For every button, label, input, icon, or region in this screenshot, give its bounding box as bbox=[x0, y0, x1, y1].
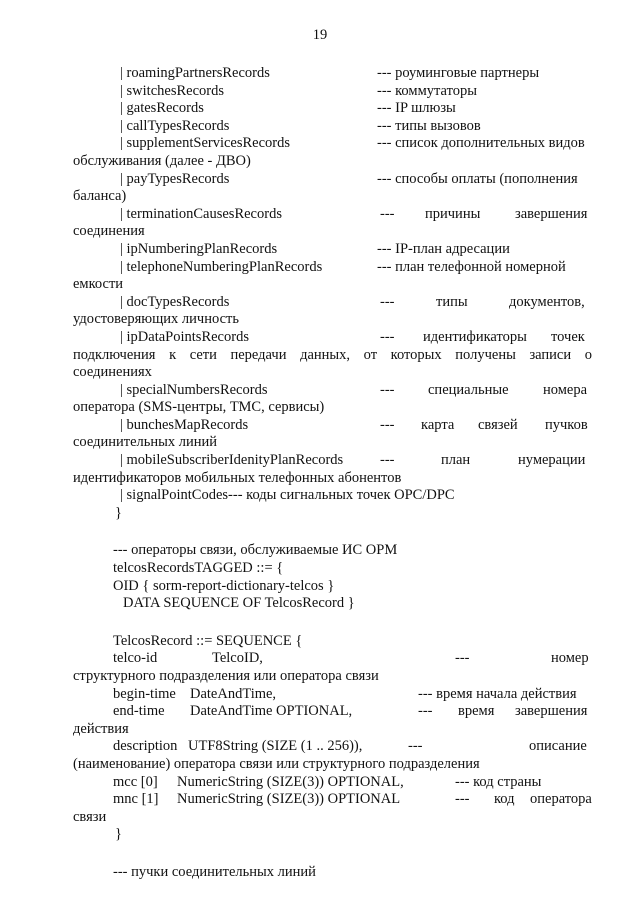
field-name: end-time bbox=[113, 703, 165, 720]
text-line bbox=[73, 347, 592, 365]
text-line bbox=[73, 542, 592, 560]
record-name: | signalPointCodes--- коды сигнальных точек OPC/DPC bbox=[120, 487, 455, 504]
code-text: TelcosRecord ::= SEQUENCE { bbox=[113, 632, 303, 649]
text-line bbox=[73, 650, 592, 668]
continuation-text: структурного подразделения или оператора связи bbox=[73, 668, 379, 684]
code-text: telcosRecordsTAGGED ::= { bbox=[113, 560, 284, 577]
text-line bbox=[73, 470, 592, 488]
continuation-text: емкости bbox=[73, 276, 124, 293]
record-name: | roamingPartnersRecords bbox=[120, 65, 270, 81]
text-line bbox=[73, 311, 592, 329]
text-line bbox=[73, 223, 592, 241]
text-line bbox=[73, 259, 592, 277]
page-number: 19 bbox=[312, 27, 328, 43]
continuation-text: идентификаторов мобильных телефонных абонентов bbox=[73, 469, 402, 486]
field-comment: время bbox=[458, 703, 495, 720]
text-line bbox=[73, 294, 592, 312]
text-line bbox=[73, 686, 592, 704]
closing-brace: } bbox=[115, 504, 122, 521]
text-line bbox=[73, 560, 592, 578]
word: о bbox=[584, 346, 592, 363]
text-line bbox=[73, 276, 592, 294]
record-comment: карта bbox=[421, 416, 455, 433]
code-text: DATA SEQUENCE OF TelcosRecord } bbox=[123, 595, 355, 612]
text-line bbox=[73, 382, 592, 400]
word: передачи bbox=[230, 346, 287, 363]
text-line bbox=[73, 206, 592, 224]
text-line bbox=[73, 864, 592, 882]
field-type: UTF8String (SIZE (1 .. 256)), bbox=[188, 738, 363, 755]
record-name: | mobileSubscriberIdenityPlanRecords bbox=[120, 452, 344, 469]
text-line bbox=[73, 399, 592, 417]
record-comment: --- bbox=[380, 381, 395, 398]
text-line bbox=[73, 578, 592, 596]
text-line bbox=[73, 826, 592, 844]
field-type: NumericString (SIZE(3)) OPTIONAL, bbox=[177, 773, 404, 790]
record-name: | telephoneNumberingPlanRecords bbox=[120, 258, 323, 275]
continuation-text: действия bbox=[73, 720, 129, 737]
field-type: DateAndTime, bbox=[190, 685, 277, 702]
word: данных, bbox=[300, 346, 351, 363]
text-line bbox=[73, 756, 592, 774]
text-line bbox=[73, 241, 592, 259]
continuation-text: соединительных линий bbox=[73, 434, 218, 451]
field-name: mnc [1] bbox=[113, 791, 159, 808]
continuation-text: соединения bbox=[73, 223, 145, 240]
record-comment: --- роуминговые партнеры bbox=[377, 65, 540, 81]
field-name: telco-id bbox=[113, 650, 158, 667]
record-comment: связей bbox=[478, 416, 518, 433]
record-comment: идентификаторы bbox=[423, 328, 527, 345]
text-line bbox=[73, 668, 592, 686]
record-comment: завершения bbox=[515, 205, 588, 222]
text-line bbox=[73, 171, 592, 189]
text-line bbox=[73, 364, 592, 382]
field-comment: --- bbox=[408, 738, 423, 755]
text-line bbox=[73, 118, 592, 136]
continuation-text: связи bbox=[73, 808, 107, 825]
record-name: | gatesRecords bbox=[120, 100, 204, 117]
field-comment: --- bbox=[455, 650, 470, 667]
text-line bbox=[73, 135, 592, 153]
word: сети bbox=[189, 346, 217, 363]
field-name: begin-time bbox=[113, 685, 176, 702]
continuation-text: (наименование) оператора связи или структурного подразделения bbox=[73, 755, 480, 772]
word: к bbox=[169, 346, 177, 363]
word: записи bbox=[529, 346, 572, 363]
record-comment: точек bbox=[551, 328, 585, 345]
record-comment: --- план телефонной номерной bbox=[377, 258, 566, 275]
closing-brace: } bbox=[115, 826, 122, 843]
continuation-text: обслуживания (далее - ДВО) bbox=[73, 152, 251, 169]
record-comment: --- список дополнительных видов bbox=[377, 135, 585, 152]
document-body bbox=[73, 65, 592, 882]
field-comment: --- время начала действия bbox=[418, 685, 577, 702]
text-line bbox=[73, 487, 592, 505]
text-line bbox=[73, 417, 592, 435]
text-line bbox=[73, 452, 592, 470]
record-name: | ipNumberingPlanRecords bbox=[120, 240, 278, 257]
text-line bbox=[73, 791, 592, 809]
record-comment: --- IP шлюзы bbox=[377, 100, 456, 117]
record-comment: --- bbox=[380, 293, 395, 310]
record-comment: --- bbox=[380, 328, 395, 345]
continuation-text: баланса) bbox=[73, 188, 127, 205]
record-comment: --- типы вызовов bbox=[377, 117, 481, 134]
text-line bbox=[73, 83, 592, 101]
continuation-text: соединениях bbox=[73, 364, 152, 381]
field-name: mcc [0] bbox=[113, 773, 158, 790]
record-comment: причины bbox=[425, 205, 481, 222]
record-name: | bunchesMapRecords bbox=[120, 416, 249, 433]
word: от bbox=[363, 346, 378, 363]
comment-text: --- пучки соединительных линий bbox=[113, 863, 316, 880]
text-line bbox=[73, 809, 592, 827]
record-comment: --- способы оплаты (пополнения bbox=[377, 170, 578, 187]
text-line bbox=[73, 774, 592, 792]
field-type: NumericString (SIZE(3)) OPTIONAL bbox=[177, 791, 401, 808]
record-name: | payTypesRecords bbox=[120, 170, 230, 187]
text-line bbox=[73, 595, 592, 613]
field-name: description bbox=[113, 738, 178, 755]
text-line bbox=[73, 65, 592, 83]
text-line bbox=[73, 721, 592, 739]
record-name: | callTypesRecords bbox=[120, 117, 230, 134]
record-comment: --- коммутаторы bbox=[377, 82, 477, 99]
record-name: | switchesRecords bbox=[120, 82, 224, 99]
comment-text: --- операторы связи, обслуживаемые ИС ОРМ bbox=[113, 542, 398, 559]
text-line bbox=[73, 633, 592, 651]
field-type: TelcoID, bbox=[212, 650, 263, 667]
code-text: OID { sorm-report-dictionary-telcos } bbox=[113, 577, 335, 594]
field-comment: номер bbox=[551, 650, 589, 667]
record-comment: план bbox=[441, 452, 471, 469]
record-comment: --- bbox=[380, 416, 395, 433]
field-type: DateAndTime OPTIONAL, bbox=[190, 703, 353, 720]
field-comment: описание bbox=[529, 738, 587, 755]
record-comment: пучков bbox=[545, 416, 588, 433]
record-comment: типы bbox=[436, 293, 468, 310]
text-line bbox=[73, 505, 592, 523]
record-comment: --- bbox=[380, 205, 395, 222]
record-comment: документов, bbox=[509, 293, 585, 310]
text-line bbox=[73, 153, 592, 171]
record-name: | terminationCausesRecords bbox=[120, 205, 282, 222]
record-comment: номера bbox=[543, 381, 588, 398]
field-comment: код bbox=[494, 791, 515, 808]
field-comment: оператора bbox=[530, 791, 592, 808]
text-line bbox=[73, 188, 592, 206]
record-comment: --- bbox=[380, 452, 395, 469]
field-comment: завершения bbox=[515, 703, 588, 720]
text-line bbox=[73, 100, 592, 118]
continuation-text: удостоверяющих личность bbox=[73, 311, 239, 328]
field-comment: --- bbox=[418, 703, 433, 720]
text-line bbox=[73, 738, 592, 756]
word: получены bbox=[455, 346, 516, 363]
record-name: | supplementServicesRecords bbox=[120, 135, 291, 152]
record-name: | ipDataPointsRecords bbox=[120, 328, 249, 345]
text-line bbox=[73, 329, 592, 347]
text-line bbox=[73, 703, 592, 721]
record-name: | specialNumbersRecords bbox=[120, 381, 268, 398]
field-comment: --- bbox=[455, 791, 470, 808]
word: которых bbox=[390, 346, 442, 363]
record-comment: нумерации bbox=[518, 452, 586, 469]
record-name: | docTypesRecords bbox=[120, 293, 230, 310]
record-comment: --- IP-план адресации bbox=[377, 240, 510, 257]
field-comment: --- код страны bbox=[455, 773, 542, 790]
text-line bbox=[73, 434, 592, 452]
word: подключения bbox=[73, 346, 156, 363]
record-comment: специальные bbox=[428, 381, 509, 398]
continuation-text: оператора (SMS-центры, ТМС, сервисы) bbox=[73, 399, 325, 416]
